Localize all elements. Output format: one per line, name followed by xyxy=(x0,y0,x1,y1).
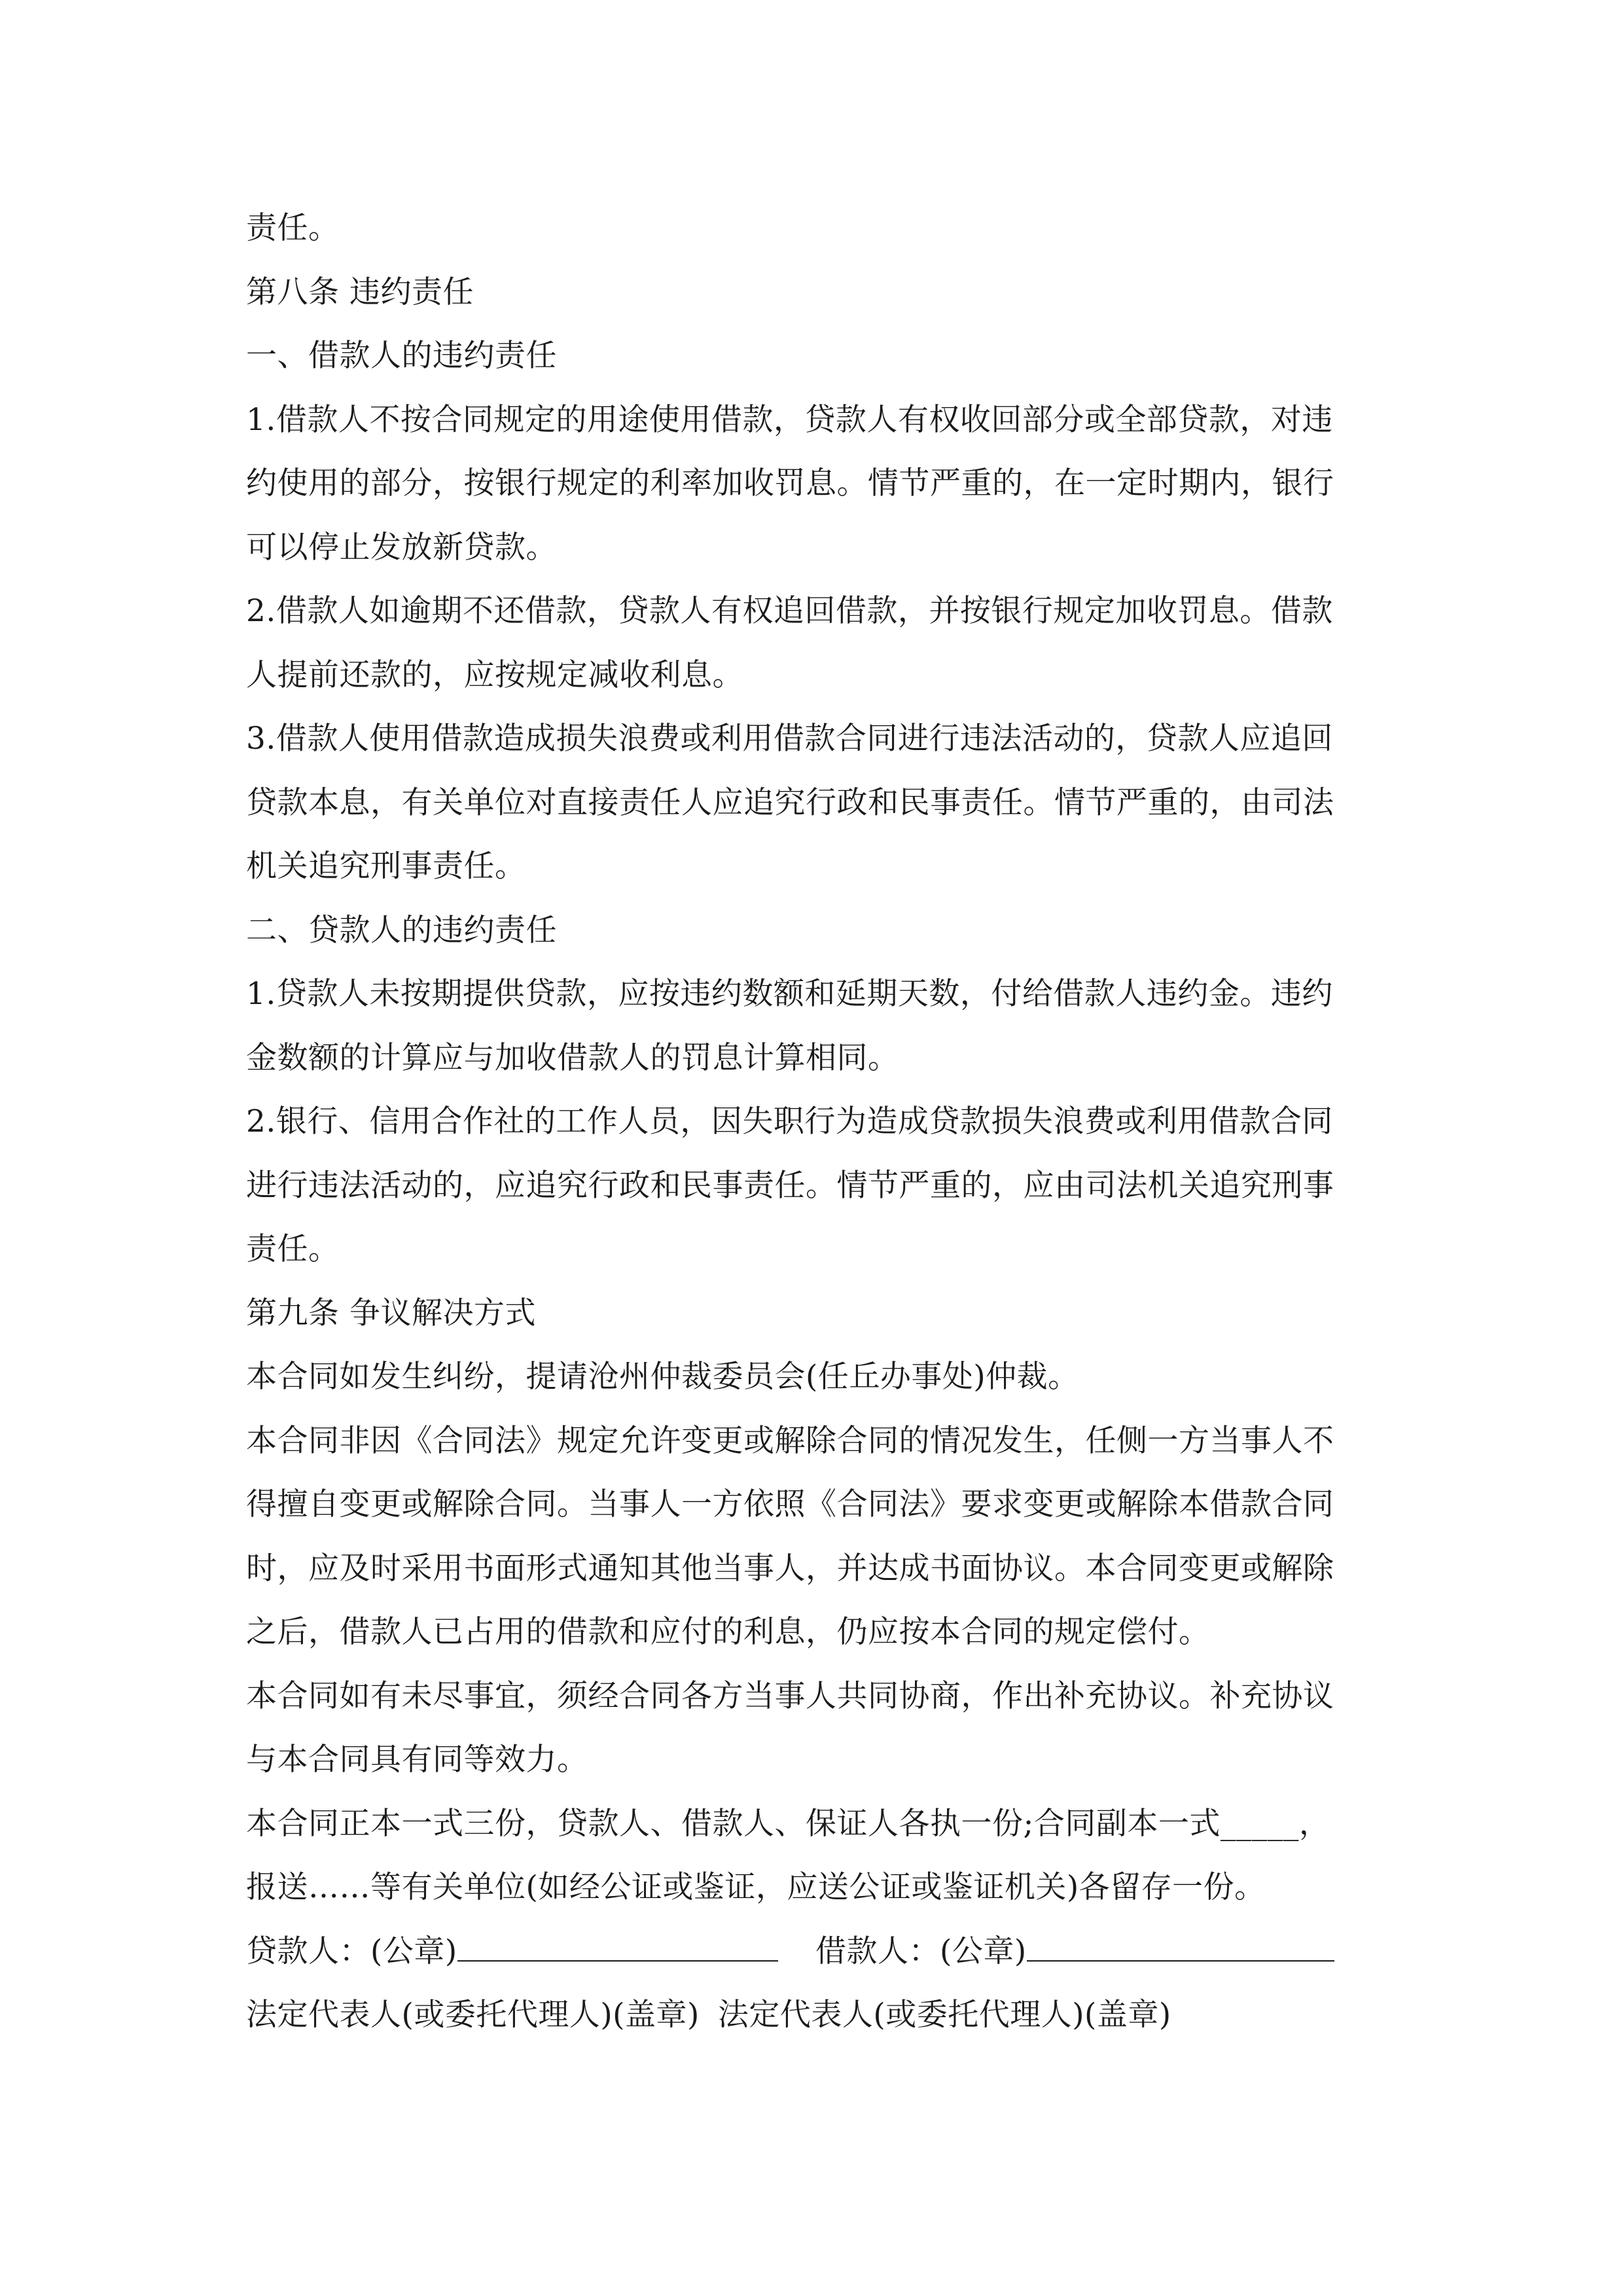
text-line: 2.借款人如逾期不还借款，贷款人有权追回借款，并按银行规定加收罚息。借款 xyxy=(246,593,1333,629)
lender-signature xyxy=(246,1920,815,1984)
text-line: 机关追究刑事责任。 xyxy=(246,848,526,884)
text-line: 责任。 xyxy=(246,1231,340,1267)
text-line: 报送……等有关单位(如经公证或鉴证，应送公证或鉴证机关)各留存一份。 xyxy=(246,1869,1266,1905)
text-line: 之后，借款人已占用的借款和应付的利息，仍应按本合同的规定偿付。 xyxy=(246,1614,1210,1650)
text-line: 1.借款人不按合同规定的用途使用借款，贷款人有权收回部分或全部贷款，对违 xyxy=(246,401,1333,438)
text-line: 本合同如有未尽事宜，须经合同各方当事人共同协商，作出补充协议。补充协议 xyxy=(246,1677,1334,1714)
document-body xyxy=(246,196,1377,2047)
text-line: 责任。 xyxy=(246,210,340,246)
text-line: 约使用的部分，按银行规定的利率加收罚息。情节严重的，在一定时期内，银行 xyxy=(246,465,1334,501)
representative-row xyxy=(246,1983,1377,2047)
text-line: 本合同如发生纠纷，提请沧州仲裁委员会(任丘办事处)仲裁。 xyxy=(246,1359,1079,1395)
borrower-representative-label: 法定代表人(或委托代理人)(盖章) xyxy=(717,1997,1171,2033)
text-line: 时，应及时采用书面形式通知其他当事人，并达成书面协议。本合同变更或解除 xyxy=(246,1550,1334,1587)
text-line: 贷款本息，有关单位对直接责任人应追究行政和民事责任。情节严重的，由司法 xyxy=(246,784,1334,821)
lender-signature-line xyxy=(457,1920,778,1962)
text-line: 本合同正本一式三份，贷款人、借款人、保证人各执一份;合同副本一式_____， xyxy=(246,1805,1330,1842)
article-9-heading: 第九条 争议解决方式 xyxy=(246,1295,536,1331)
section-borrower-liability-heading: 一、借款人的违约责任 xyxy=(246,338,557,374)
text-line: 与本合同具有同等效力。 xyxy=(246,1742,588,1778)
text-line: 进行违法活动的，应追究行政和民事责任。情节严重的，应由司法机关追究刑事 xyxy=(246,1167,1334,1204)
section-lender-liability-heading: 二、贷款人的违约责任 xyxy=(246,912,557,948)
lender-representative-label: 法定代表人(或委托代理人)(盖章) xyxy=(246,1997,700,2033)
text-line: 人提前还款的，应按规定减收利息。 xyxy=(246,656,743,693)
text-line: 3.借款人使用借款造成损失浪费或利用借款合同进行违法活动的，贷款人应追回 xyxy=(246,721,1333,757)
borrower-seal-label: 借款人：(公章) xyxy=(815,1933,1027,1969)
article-8-heading: 第八条 违约责任 xyxy=(246,274,474,310)
text-line: 2.银行、信用合作社的工作人员，因失职行为造成贷款损失浪费或利用借款合同 xyxy=(246,1103,1333,1139)
text-line: 1.贷款人未按期提供贷款，应按违约数额和延期天数，付给借款人违约金。违约 xyxy=(246,976,1333,1012)
signature-row xyxy=(246,1920,1377,1984)
text-line: 可以停止发放新贷款。 xyxy=(246,529,557,565)
lender-seal-label: 贷款人：(公章) xyxy=(246,1933,457,1969)
borrower-signature xyxy=(815,1920,1377,1984)
text-line: 得擅自变更或解除合同。当事人一方依照《合同法》要求变更或解除本借款合同 xyxy=(246,1486,1334,1522)
borrower-signature-line xyxy=(1027,1920,1334,1962)
text-line: 本合同非因《合同法》规定允许变更或解除合同的情况发生，任侧一方当事人不 xyxy=(246,1422,1334,1459)
text-line: 金数额的计算应与加收借款人的罚息计算相同。 xyxy=(246,1039,899,1076)
